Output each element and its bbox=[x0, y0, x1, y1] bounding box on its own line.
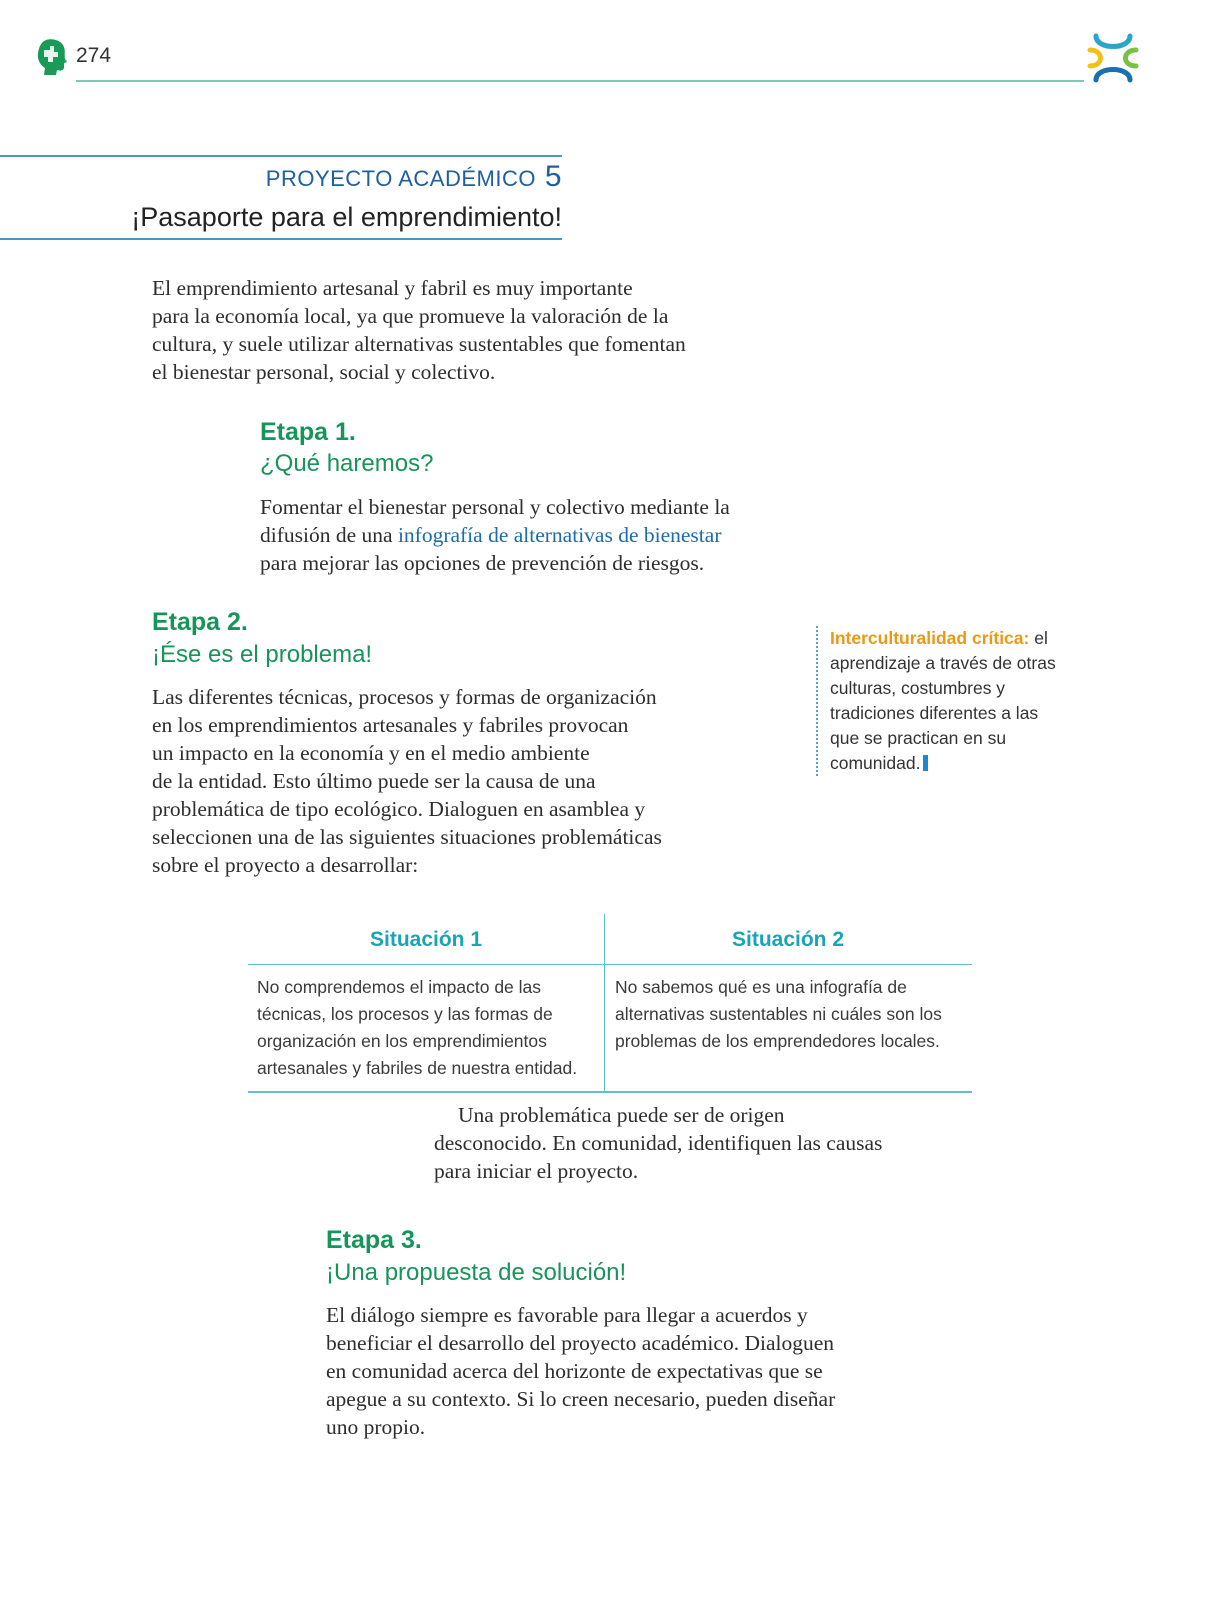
stage3-line: El diálogo siempre es favorable para llegar a acuerdos y bbox=[326, 1303, 808, 1327]
stage3-line: en comunidad acerca del horizonte de expectativas que se bbox=[326, 1359, 823, 1383]
stage2-line: seleccionen una de las siguientes situaciones problemáticas bbox=[152, 825, 662, 849]
table-header-divider bbox=[248, 964, 972, 965]
stage3-title: Etapa 3. bbox=[326, 1226, 422, 1254]
header-divider bbox=[76, 80, 1084, 82]
project-title bbox=[0, 160, 562, 194]
stage3-line: uno propio. bbox=[326, 1415, 426, 1439]
stage2-line: sobre el proyecto a desarrollar: bbox=[152, 853, 419, 877]
cell-line: organización en los emprendimientos bbox=[257, 1031, 547, 1051]
project-number: 5 bbox=[544, 160, 562, 193]
intro-line: El emprendimiento artesanal y fabril es muy importante bbox=[152, 276, 633, 300]
glossary-note bbox=[816, 626, 1062, 776]
stage1-subtitle: ¿Qué haremos? bbox=[260, 450, 434, 477]
stage1-line bbox=[260, 521, 800, 549]
stage1-line: Fomentar el bienestar personal y colectivo mediante la bbox=[260, 495, 730, 519]
intro-paragraph bbox=[152, 274, 752, 386]
origin-line: desconocido. En comunidad, identifiquen las causas bbox=[434, 1131, 883, 1155]
stage1-line: para mejorar las opciones de prevención de riesgos. bbox=[260, 551, 705, 575]
glossary-term: Interculturalidad crítica: bbox=[830, 628, 1030, 648]
intertwined-circles-logo bbox=[1086, 30, 1140, 86]
stage2-paragraph bbox=[152, 683, 752, 879]
glossary-definition: el aprendizaje a través de otras culturas, costumbres y tradiciones diferentes a las que se practican en su comunidad. bbox=[830, 628, 1056, 773]
situations-table bbox=[248, 914, 972, 1092]
origin-paragraph bbox=[434, 1101, 954, 1185]
green-puzzle-head-icon bbox=[36, 38, 68, 76]
stage2-title: Etapa 2. bbox=[152, 608, 248, 636]
infographic-highlight: infografía de alternativas de bienestar bbox=[397, 523, 722, 547]
cell-line: problemas de los emprendedores locales. bbox=[615, 1031, 940, 1051]
origin-line: para iniciar el proyecto. bbox=[434, 1159, 639, 1183]
intro-line: para la economía local, ya que promueve la valoración de la bbox=[152, 304, 669, 328]
cell-line: No comprendemos el impacto de las bbox=[257, 977, 542, 997]
table-bottom-rule bbox=[248, 1091, 972, 1093]
stage2-line: problemática de tipo ecológico. Dialoguen en asamblea y bbox=[152, 797, 646, 821]
cell-line: No sabemos qué es una infografía de bbox=[615, 977, 907, 997]
stage2-line: de la entidad. Esto último puede ser la causa de una bbox=[152, 769, 596, 793]
stage2-line: un impacto en la economía y en el medio ambiente bbox=[152, 741, 590, 765]
stage3-subtitle: ¡Una propuesta de solución! bbox=[326, 1259, 627, 1286]
project-subtitle: ¡Pasaporte para el emprendimiento! bbox=[131, 202, 562, 232]
title-bottom-rule bbox=[0, 238, 562, 240]
stage2-line: en los emprendimientos artesanales y fabriles provocan bbox=[152, 713, 629, 737]
note-end-marker bbox=[923, 755, 928, 771]
cell-line: técnicas, los procesos y las formas de bbox=[257, 1004, 553, 1024]
title-top-rule bbox=[0, 155, 562, 157]
situation-1-header: Situación 1 bbox=[369, 928, 483, 951]
stage3-line: beneficiar el desarrollo del proyecto académico. Dialoguen bbox=[326, 1331, 835, 1355]
project-title-word: PROYECTO ACADÉMICO bbox=[265, 166, 536, 191]
stage1-line-text: difusión de una bbox=[260, 523, 398, 547]
situation-1-cell bbox=[257, 974, 601, 1082]
situation-2-header: Situación 2 bbox=[731, 928, 845, 951]
stage3-paragraph bbox=[326, 1301, 886, 1441]
intro-line: cultura, y suele utilizar alternativas sustentables que fomentan bbox=[152, 332, 686, 356]
page-number: 274 bbox=[76, 44, 112, 67]
cell-line: artesanales y fabriles de nuestra entidad. bbox=[257, 1058, 578, 1078]
origin-line: Una problemática puede ser de origen bbox=[458, 1103, 785, 1127]
cell-line: alternativas sustentables ni cuáles son los bbox=[615, 1004, 942, 1024]
stage3-line: apegue a su contexto. Si lo creen necesario, pueden diseñar bbox=[326, 1387, 836, 1411]
stage2-subtitle: ¡Ése es el problema! bbox=[152, 641, 373, 668]
stage2-line: Las diferentes técnicas, procesos y formas de organización bbox=[152, 685, 657, 709]
stage1-title: Etapa 1. bbox=[260, 418, 356, 446]
intro-line: el bienestar personal, social y colectivo. bbox=[152, 360, 496, 384]
situation-2-cell bbox=[615, 974, 967, 1055]
stage1-paragraph bbox=[260, 493, 800, 577]
